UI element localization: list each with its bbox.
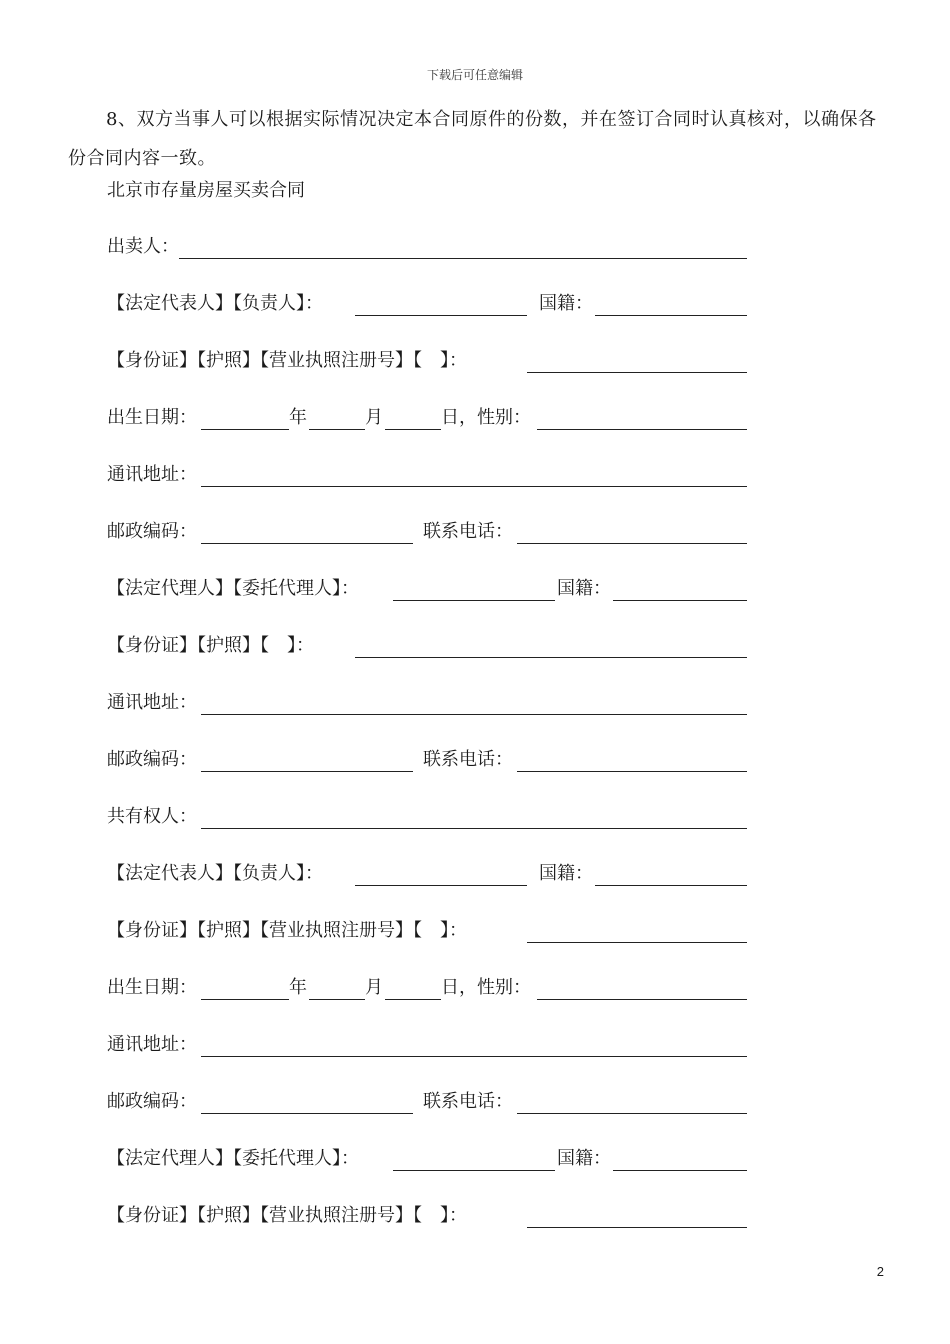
address-row — [107, 462, 747, 488]
seller-blank[interactable] — [179, 258, 747, 259]
nationality-label: 国籍： — [539, 293, 593, 314]
birth-day-blank[interactable] — [385, 429, 441, 430]
birth-year-blank[interactable] — [201, 429, 289, 430]
rep-row — [107, 291, 747, 317]
postcode-blank[interactable] — [201, 771, 413, 772]
postcode-label: 邮政编码： — [107, 1091, 197, 1112]
birth-day-blank[interactable] — [385, 999, 441, 1000]
phone-label: 联系电话： — [423, 1091, 513, 1112]
address-blank[interactable] — [201, 714, 747, 715]
agent-label: 【法定代理人】【委托代理人】： — [107, 578, 359, 599]
day-gender-label: 日，性别： — [441, 407, 531, 428]
rep-label: 【法定代表人】【负责人】： — [107, 863, 323, 884]
co-owner-row — [107, 804, 747, 830]
contract-title: 北京市存量房屋买卖合同 — [107, 180, 305, 201]
id-blank[interactable] — [527, 372, 747, 373]
gender-blank[interactable] — [537, 429, 747, 430]
postcode-row — [107, 519, 747, 545]
nationality-label: 国籍： — [557, 1148, 611, 1169]
rep-blank[interactable] — [355, 885, 527, 886]
postcode-blank[interactable] — [201, 1113, 413, 1114]
rep-label: 【法定代表人】【负责人】： — [107, 293, 323, 314]
id-blank[interactable] — [527, 942, 747, 943]
address-row — [107, 690, 747, 716]
id-blank[interactable] — [355, 657, 747, 658]
postcode-label: 邮政编码： — [107, 521, 197, 542]
page-number: 2 — [876, 1264, 884, 1279]
rep-row — [107, 861, 747, 887]
postcode-row — [107, 1089, 747, 1115]
id-label: 【身份证】【护照】【营业执照注册号】【 】： — [107, 350, 467, 371]
id-label: 【身份证】【护照】【营业执照注册号】【 】： — [107, 1205, 467, 1226]
co-owner-blank[interactable] — [201, 828, 747, 829]
agent-blank[interactable] — [393, 1170, 555, 1171]
id-row — [107, 918, 747, 944]
nationality-blank[interactable] — [613, 1170, 747, 1171]
phone-label: 联系电话： — [423, 521, 513, 542]
address-label: 通讯地址： — [107, 464, 197, 485]
seller-label: 出卖人： — [107, 236, 179, 257]
phone-blank[interactable] — [517, 543, 747, 544]
day-gender-label: 日，性别： — [441, 977, 531, 998]
intro-paragraph: 8、双方当事人可以根据实际情况决定本合同原件的份数，并在签订合同时认真核对，以确保各份合同内容一致。 — [68, 109, 877, 169]
rep-blank[interactable] — [355, 315, 527, 316]
page-header: 下载后可任意编辑 — [426, 68, 523, 82]
nationality-blank[interactable] — [595, 315, 747, 316]
address-label: 通讯地址： — [107, 1034, 197, 1055]
birth-row — [107, 405, 747, 431]
agent-row — [107, 576, 747, 602]
nationality-label: 国籍： — [539, 863, 593, 884]
id-row — [107, 633, 747, 659]
phone-blank[interactable] — [517, 1113, 747, 1114]
birth-row — [107, 975, 747, 1001]
address-blank[interactable] — [201, 1056, 747, 1057]
id-label: 【身份证】【护照】【营业执照注册号】【 】： — [107, 920, 467, 941]
birth-label: 出生日期： — [107, 407, 197, 428]
postcode-label: 邮政编码： — [107, 749, 197, 770]
address-blank[interactable] — [201, 486, 747, 487]
birth-month-blank[interactable] — [309, 429, 365, 430]
nationality-blank[interactable] — [595, 885, 747, 886]
month-label: 月 — [365, 977, 383, 998]
address-label: 通讯地址： — [107, 692, 197, 713]
address-row — [107, 1032, 747, 1058]
postcode-blank[interactable] — [201, 543, 413, 544]
postcode-row — [107, 747, 747, 773]
birth-year-blank[interactable] — [201, 999, 289, 1000]
seller-row — [107, 234, 747, 260]
agent-row — [107, 1146, 747, 1172]
co-owner-label: 共有权人： — [107, 806, 197, 827]
nationality-blank[interactable] — [613, 600, 747, 601]
id-blank[interactable] — [527, 1227, 747, 1228]
year-label: 年 — [289, 407, 307, 428]
gender-blank[interactable] — [537, 999, 747, 1000]
phone-blank[interactable] — [517, 771, 747, 772]
month-label: 月 — [365, 407, 383, 428]
birth-label: 出生日期： — [107, 977, 197, 998]
id-row — [107, 1203, 747, 1229]
birth-month-blank[interactable] — [309, 999, 365, 1000]
agent-blank[interactable] — [393, 600, 555, 601]
nationality-label: 国籍： — [557, 578, 611, 599]
year-label: 年 — [289, 977, 307, 998]
phone-label: 联系电话： — [423, 749, 513, 770]
id-label: 【身份证】【护照】【 】： — [107, 635, 314, 656]
agent-label: 【法定代理人】【委托代理人】： — [107, 1148, 359, 1169]
id-row — [107, 348, 747, 374]
